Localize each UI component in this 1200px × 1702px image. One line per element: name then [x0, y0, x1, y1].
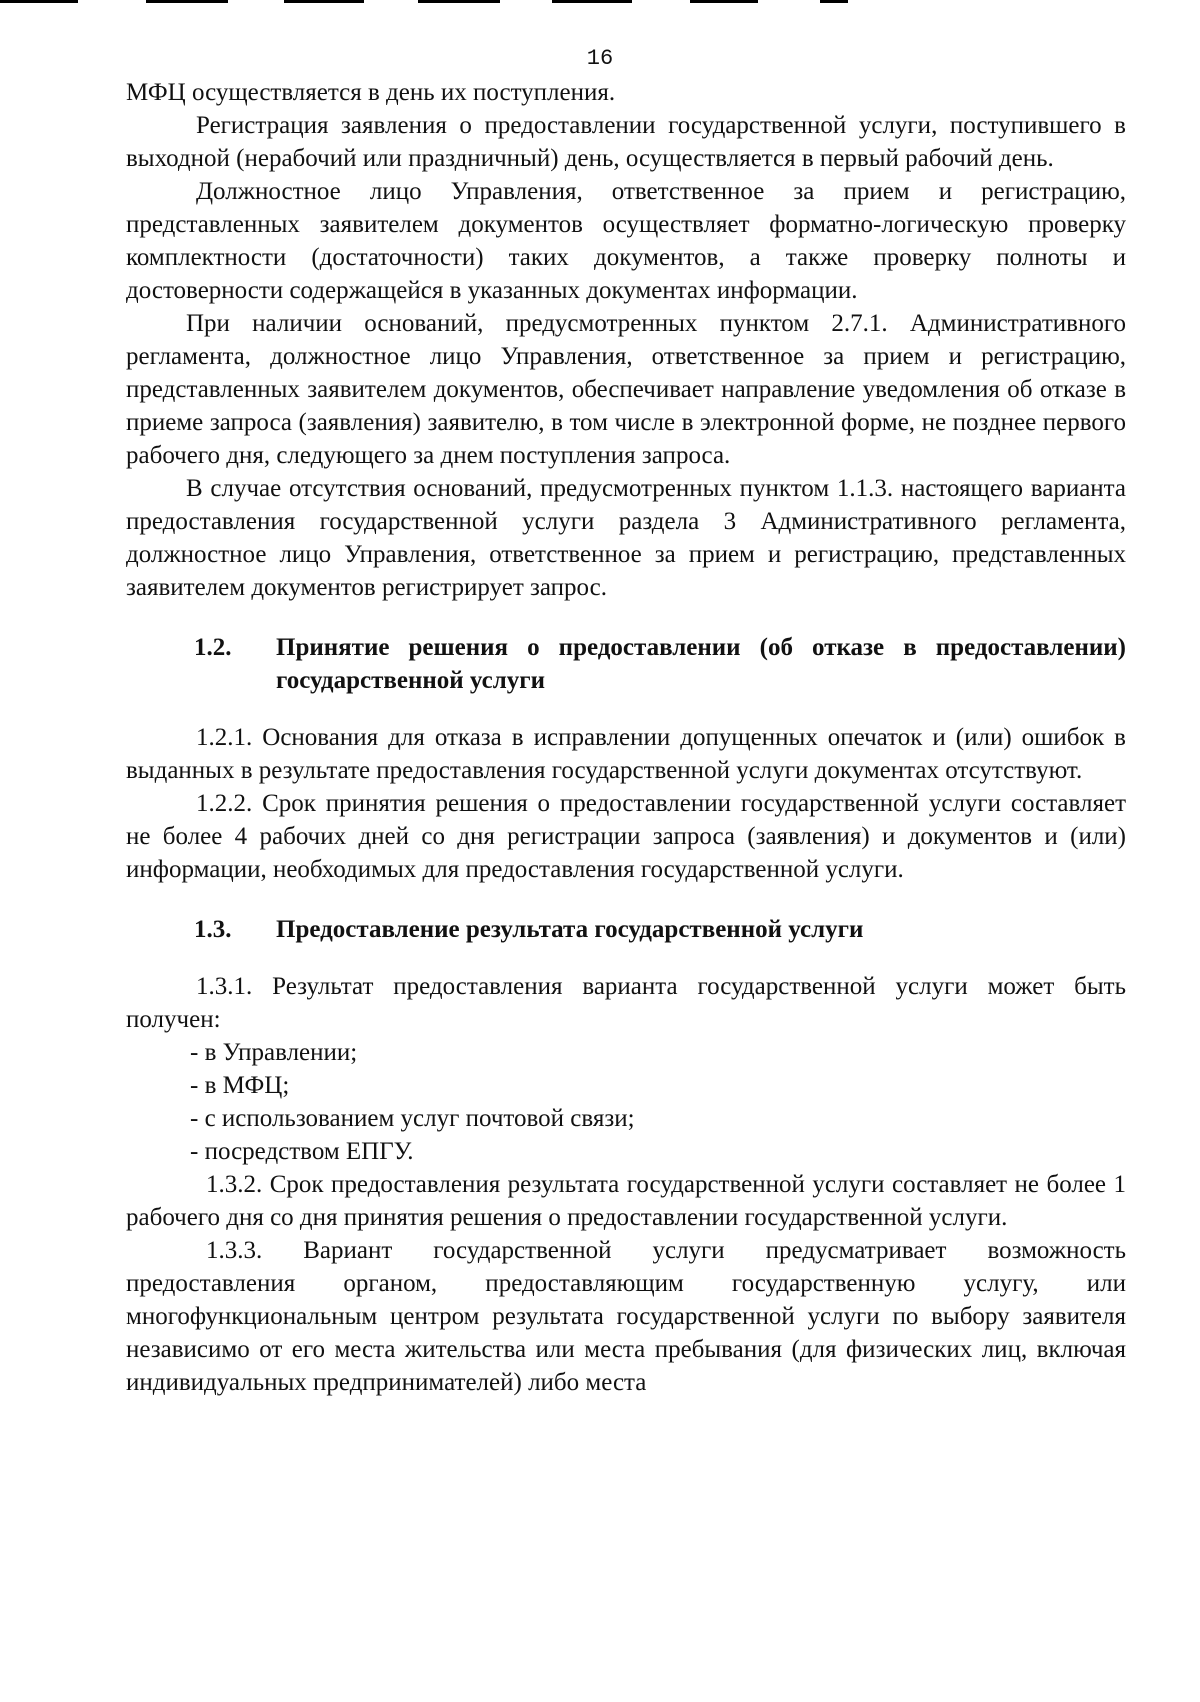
paragraph-continuation: МФЦ осуществляется в день их поступления. — [126, 79, 616, 106]
paragraph-1-3-3: 1.3.3. Вариант государственной услуги предусматривает возможность предоставления органом, предоставляющим государственную услугу, или многофункциональным центром результата государственной услуги по выбору заявителя независимо от его места жительства или места пребывания (для физических лиц, включая индивидуальных предпринимателей) либо места — [126, 1237, 1126, 1396]
paragraph-1-2-1: 1.2.1. Основания для отказа в исправлении допущенных опечаток и (или) ошибок в выданных в результате предоставления государственной услуги документах отсутствуют. — [126, 724, 1126, 784]
scan-mark — [552, 0, 632, 3]
document-body — [126, 76, 1126, 1399]
paragraph-1-3-1: 1.3.1. Результат предоставления варианта государственной услуги может быть получен: — [126, 973, 1126, 1033]
scan-mark — [418, 0, 500, 3]
paragraph-1-2-2: 1.2.2. Срок принятия решения о предоставлении государственной услуги составляет не более 4 рабочих дней со дня регистрации запроса (заявления) и документов и (или) информации, необходимых для предоставления государственной услуги. — [126, 790, 1126, 883]
section-number: 1.2. — [194, 634, 232, 661]
paragraph-official-check: Должностное лицо Управления, ответственное за прием и регистрацию, представленных заявителем документов осуществляет форматно-логическую проверку комплектности (достаточности) таких документов, а также проверку полноты и достоверности содержащейся в указанных документах информации. — [126, 178, 1126, 304]
section-heading-1-2 — [126, 631, 1126, 697]
paragraph-registration-holiday: Регистрация заявления о предоставлении государственной услуги, поступившего в выходной (нерабочий или праздничный) день, осуществляется в первый рабочий день. — [126, 112, 1126, 172]
paragraph-registration: В случае отсутствия оснований, предусмотренных пунктом 1.1.3. настоящего варианта предоставления государственной услуги раздела 3 Административного регламента, должностное лицо Управления, ответственное за прием и регистрацию, представленных заявителем документов регистрирует запрос. — [126, 475, 1126, 601]
list-item: - с использованием услуг почтовой связи; — [190, 1105, 635, 1132]
section-title: Предоставление результата государственной услуги — [276, 916, 864, 943]
scan-top-edge-marks — [0, 0, 1200, 6]
paragraph-refusal-notice: При наличии оснований, предусмотренных пунктом 2.7.1. Административного регламента, должностное лицо Управления, ответственное за прием и регистрацию, представленных заявителем документов, обеспечивает направление уведомления об отказе в приеме запроса (заявления) заявителю, в том числе в электронной форме, не позднее первого рабочего дня, следующего за днем поступления запроса. — [126, 310, 1126, 469]
scan-mark — [820, 0, 848, 3]
list-item: - в МФЦ; — [190, 1072, 290, 1099]
paragraph-1-3-2: 1.3.2. Срок предоставления результата государственной услуги составляет не более 1 рабочего дня со дня принятия решения о предоставлении государственной услуги. — [126, 1171, 1126, 1231]
scan-mark — [690, 0, 758, 3]
section-number: 1.3. — [194, 916, 232, 943]
list-item: - в Управлении; — [190, 1039, 358, 1066]
page-number: 16 — [586, 46, 614, 71]
scan-mark — [0, 0, 78, 3]
section-title: Принятие решения о предоставлении (об отказе в предоставлении) государственной услуги — [276, 634, 1126, 694]
scan-mark — [146, 0, 228, 3]
list-item: - посредством ЕПГУ. — [190, 1138, 414, 1165]
scan-mark — [284, 0, 364, 3]
section-heading-1-3 — [126, 913, 1126, 946]
